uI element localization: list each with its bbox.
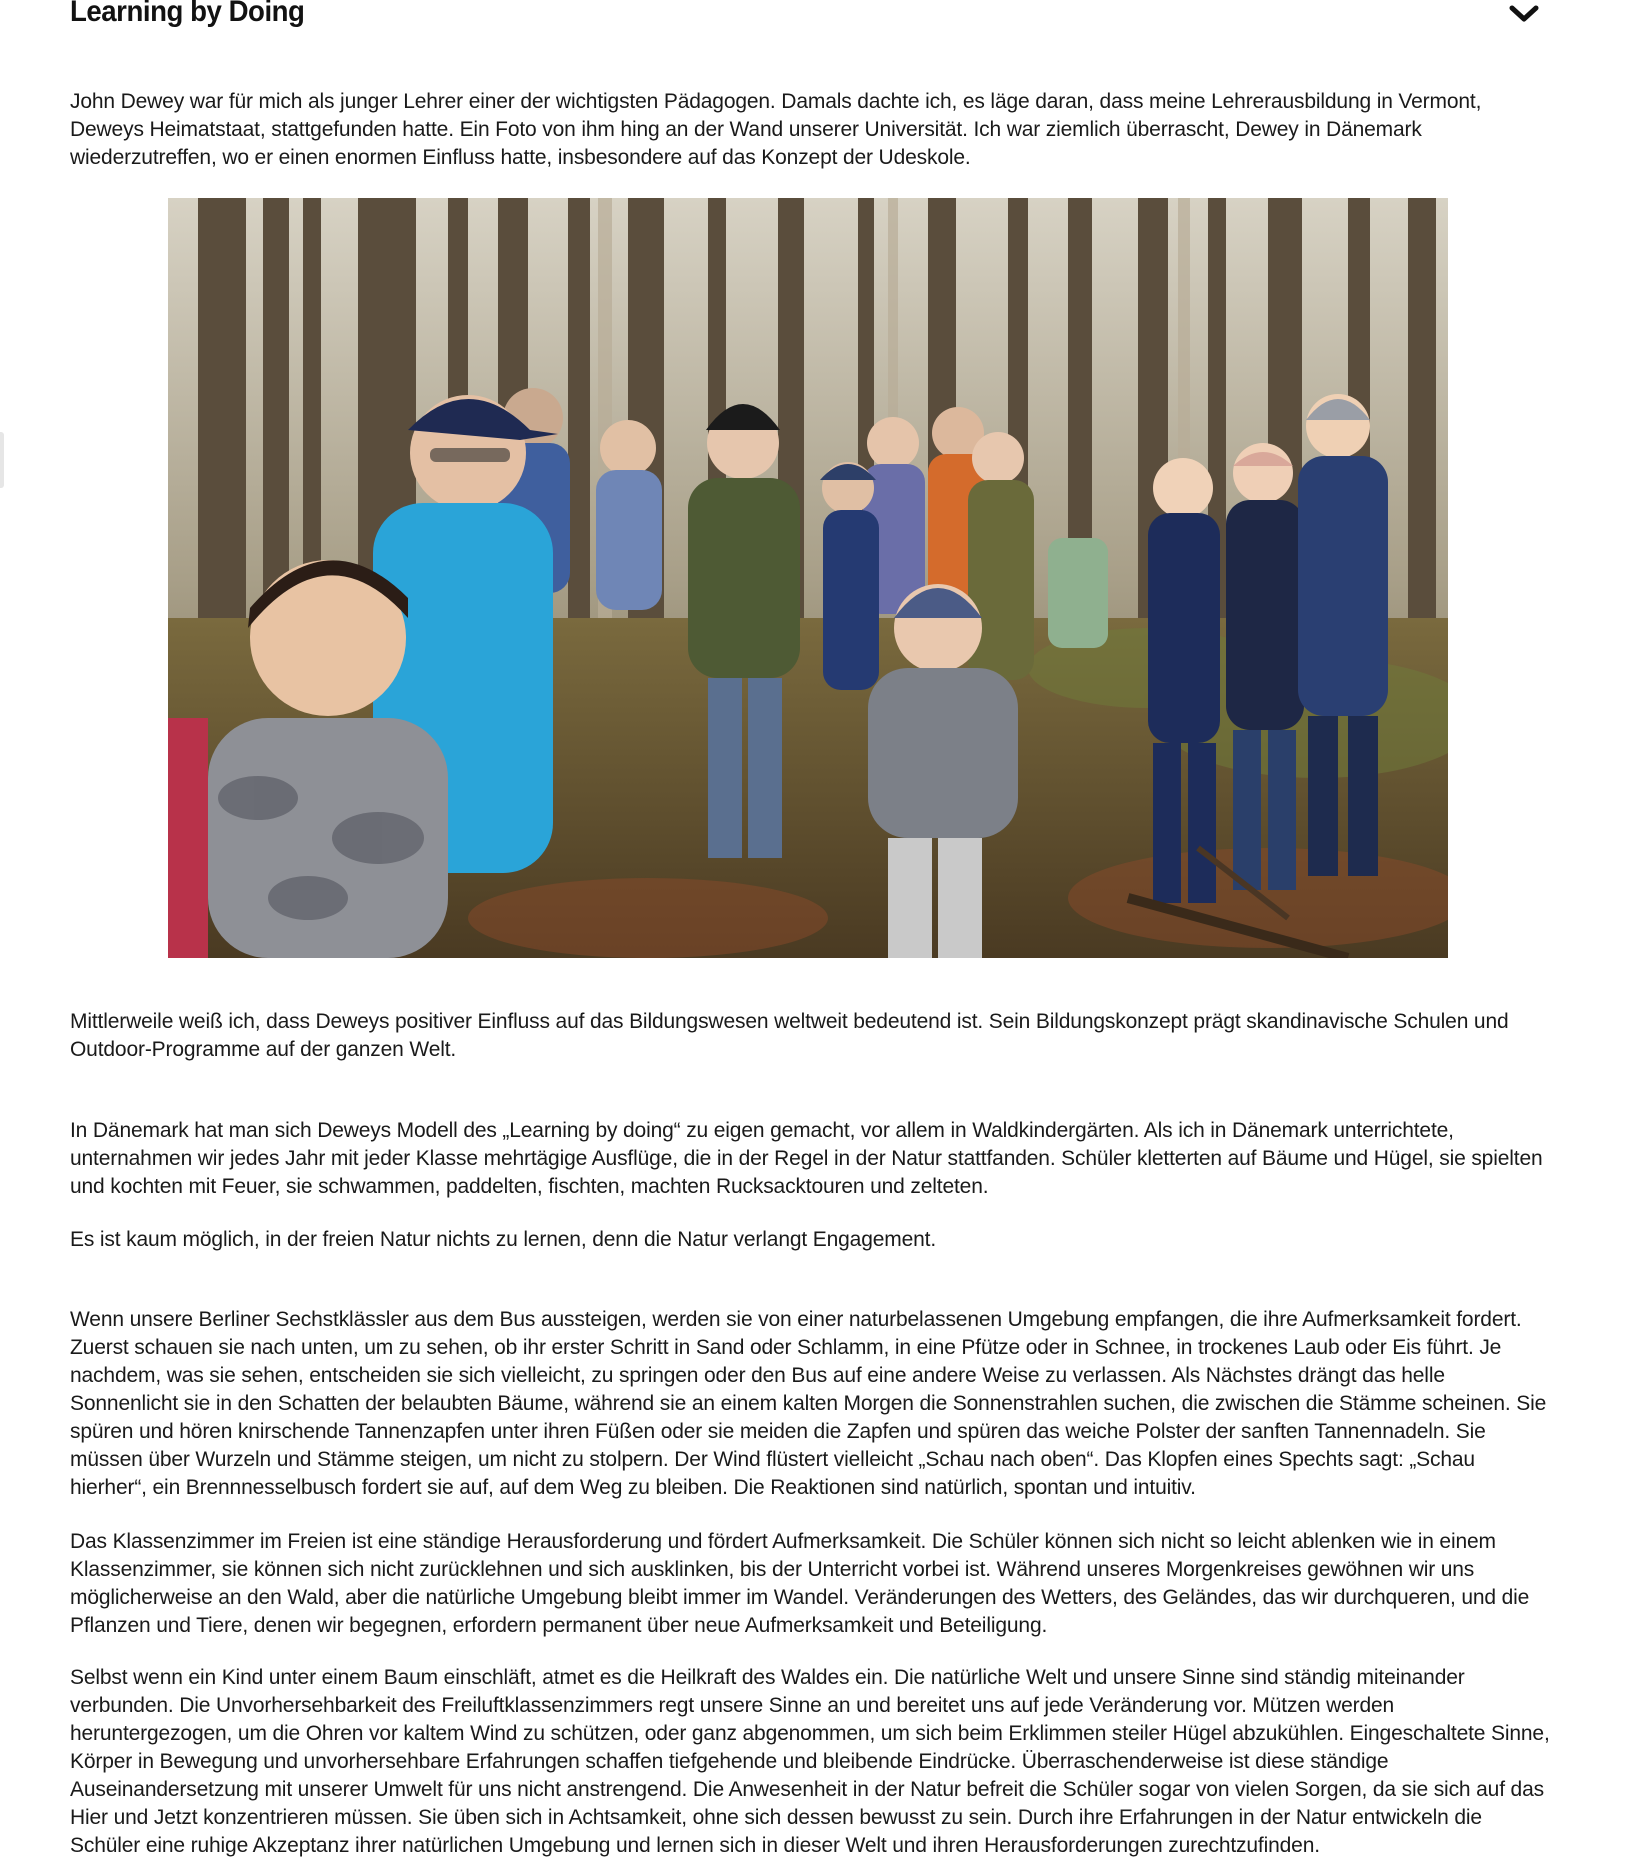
accordion-header[interactable] bbox=[70, 0, 1550, 34]
article-paragraph: Mittlerweile weiß ich, dass Deweys positiver Einfluss auf das Bildungswesen weltweit bedeutend ist. Sein Bildungskonzept prägt skandinavische Schulen und Outdoor-Programme auf der ganzen Welt. bbox=[70, 1010, 1509, 1061]
forest-photo-illustration bbox=[168, 198, 1448, 958]
article-paragraph: Es ist kaum möglich, in der freien Natur nichts zu lernen, denn die Natur verlangt Engagement. bbox=[70, 1228, 937, 1251]
side-tab-handle[interactable] bbox=[0, 432, 4, 488]
article-paragraph: John Dewey war für mich als junger Lehrer einer der wichtigsten Pädagogen. Damals dachte ich, es läge daran, dass meine Lehrerausbildung in Vermont, Deweys Heimatstaat, stattgefunden hatte. Ein Foto von ihm hing an der Wand unserer Universität. Ich war ziemlich überrascht, Dewey in Dänemark wiederzutreffen, wo er einen enormen Einfluss hatte, insbesondere auf das Konzept der Udeskole. bbox=[70, 90, 1482, 169]
article-paragraph: In Dänemark hat man sich Deweys Modell des „Learning by doing“ zu eigen gemacht, vor allem in Waldkindergärten. Als ich in Dänemark unterrichtete, unternahmen wir jedes Jahr mit jeder Klasse mehrtägige Ausflüge, die in der Regel in der Natur stattfanden. Schüler kletterten auf Bäume und Hügel, sie spielten und kochten mit Feuer, sie schwammen, paddelten, fischten, machten Rucksacktouren und zelteten. bbox=[70, 1119, 1543, 1198]
article-paragraph: Das Klassenzimmer im Freien ist eine ständige Herausforderung und fördert Aufmerksamkeit. Die Schüler können sich nicht so leicht ablenken wie in einem Klassenzimmer, sie können sich nicht zurücklehnen und sich ausklinken, bis der Unterricht vorbei ist. Während unseres Morgenkreises gewöhnen wir uns möglicherweise an den Wald, aber die natürliche Umgebung bleibt immer im Wandel. Veränderungen des Wetters, des Geländes, das wir durchqueren, und die Pflanzen und Tiere, denen wir begegnen, erfordern permanent über neue Aufmerksamkeit und Beteiligung. bbox=[70, 1530, 1530, 1637]
section-title: Learning by Doing bbox=[70, 0, 305, 28]
article-paragraph: Selbst wenn ein Kind unter einem Baum einschläft, atmet es die Heilkraft des Waldes ein. Die natürliche Welt und unsere Sinne sind ständig miteinander verbunden. Die Unvorhersehbarkeit des Freiluftklassenzimmers regt unsere Sinne an und bereitet uns auf jede Veränderung vor. Mützen werden heruntergezogen, um die Ohren vor kaltem Wind zu schützen, oder ganz abgenommen, um sich beim Erklimmen steiler Hügel abzukühlen. Eingeschaltete Sinne, Körper in Bewegung und unvorhersehbare Erfahrungen schaffen tiefgehende und bleibende Eindrücke. Überraschenderweise ist diese ständige Auseinandersetzung mit unserer Umwelt für uns nicht anstrengend. Die Anwesenheit in der Natur befreit die Schüler sogar von vielen Sorgen, da sie sich auf das Hier und Jetzt konzentrieren müssen. Sie üben sich in Achtsamkeit, ohne sich dessen bewusst zu sein. Durch ihre Erfahrungen in der Natur entwickeln die Schüler eine ruhige Akzeptanz ihrer natürlichen Umgebung und lernen sich in dieser Welt und ihren Herausforderungen zurechtzufinden. bbox=[70, 1666, 1550, 1857]
accordion-toggle-button[interactable] bbox=[1506, 0, 1542, 28]
chevron-down-icon bbox=[1506, 0, 1542, 28]
article-paragraph: Wenn unsere Berliner Sechstklässler aus dem Bus aussteigen, werden sie von einer naturbelassenen Umgebung empfangen, die ihre Aufmerksamkeit fordert. Zuerst schauen sie nach unten, um zu sehen, ob ihr erster Schritt in Sand oder Schlamm, in eine Pfütze oder in Schnee, in trockenes Laub oder Eis führt. Je nachdem, was sie sehen, entscheiden sie sich vielleicht, zu springen oder den Bus auf eine andere Weise zu verlassen. Als Nächstes drängt das helle Sonnenlicht sie in den Schatten der belaubten Bäume, während sie an einem kalten Morgen die Sonnenstrahlen suchen, die zwischen die Stämme scheinen. Sie spüren und hören knirschende Tannenzapfen unter ihren Füßen oder sie meiden die Zapfen und spüren das weiche Polster der sanften Tannennadeln. Sie müssen über Wurzeln und Stämme steigen, um nicht zu stolpern. Der Wind flüstert vielleicht „Schau nach oben“. Das Klopfen eines Spechts sagt: „Schau hierher“, ein Brennnesselbusch fordert sie auf, auf dem Weg zu bleiben. Die Reaktionen sind natürlich, spontan und intuitiv. bbox=[70, 1308, 1547, 1499]
forest-group-photo bbox=[168, 198, 1448, 958]
